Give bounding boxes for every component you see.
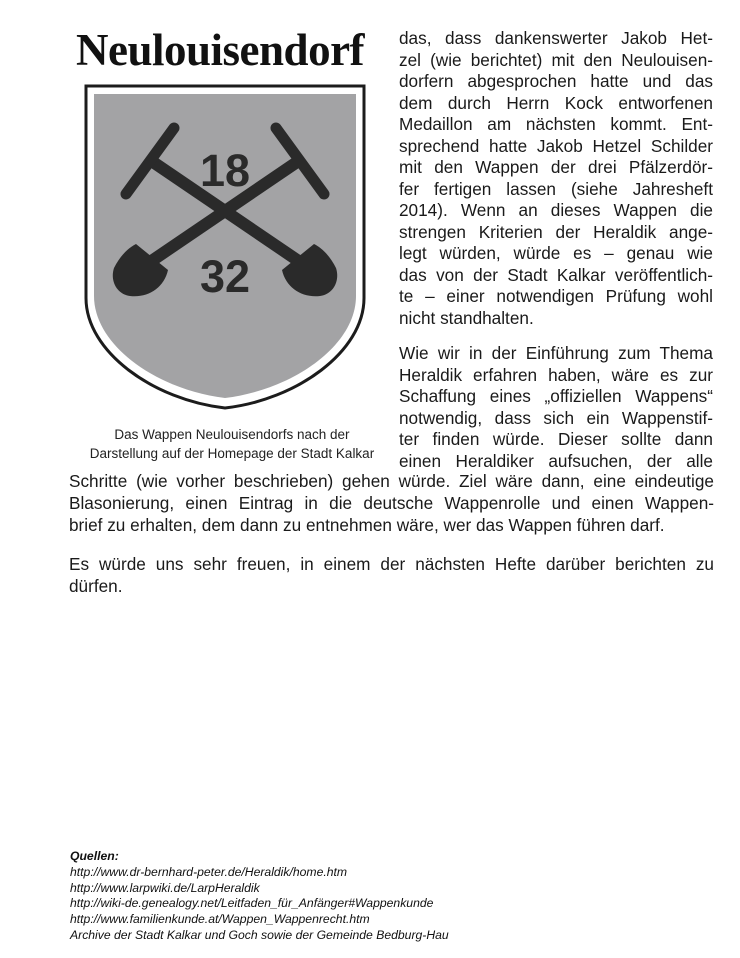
source-archive: Archive der Stadt Kalkar und Goch sowie der Gemeinde Bedburg-Hau [70,927,449,942]
year-top-number: 18 [199,145,251,196]
text-line: Blasonierung, einen Eintrag in die deutsche Wappenrolle und einen Wappen- [69,493,714,513]
text-line: dem durch Herrn Kock entworfenen [399,92,713,113]
column-paragraph-1 [399,28,713,329]
text-line: sprechend hatte Jakob Hetzel Schilder [399,135,713,156]
text-line: fer fertigen lassen (siehe Jahresheft [399,178,713,199]
text-line: Medaillon am nächsten kommt. Ent- [399,114,713,134]
text-line: Es würde uns sehr freuen, in einem der nächsten Hefte darüber berichten zu [69,554,714,574]
text-line: nicht standhalten. [399,307,534,328]
text-line: legt würden, würde es – genau wie [399,243,713,263]
text-line: zel (wie berichtet) mit den Neulouisen- [399,49,713,70]
source-link[interactable]: http://www.familienkunde.at/Wappen_Wappenrecht.htm [70,912,370,927]
column-paragraph-2 [399,343,713,472]
coat-of-arms-image [84,84,366,414]
source-link[interactable]: http://www.larpwiki.de/LarpHeraldik [70,880,260,895]
source-link[interactable]: http://wiki-de.genealogy.net/Leitfaden_für_Anfänger#Wappenkunde [70,896,434,911]
text-line: einen Heraldiker aufsuchen, der alle [399,450,713,471]
full-width-paragraph-2 [69,470,714,536]
caption-line: Darstellung auf der Homepage der Stadt Kalkar [89,446,375,461]
text-line: strengen Kriterien der Heraldik ange- [399,221,713,242]
text-line: 2014). Wenn an dieses Wappen die [399,200,713,220]
text-line: notwendig, dass sich ein Wappenstif- [399,407,713,428]
caption-line: Das Wappen Neulouisendorfs nach der [114,427,350,442]
page-title: Neulouisendorf [76,25,365,75]
text-line: Schritte (wie vorher beschrieben) gehen würde. Ziel wäre dann, eine eindeutige [69,471,714,491]
text-line: das von der Stadt Kalkar veröffentlich- [399,264,713,285]
text-line: dürfen. [69,576,123,596]
text-line: dorfern abgesprochen hatte und das [399,71,713,91]
text-line: Wie wir in der Einführung zum Thema [399,343,713,363]
sources-list [70,849,670,944]
text-line: das, dass dankenswerter Jakob Het- [399,28,713,48]
source-link[interactable]: http://www.dr-bernhard-peter.de/Heraldik/home.htm [70,864,348,879]
full-width-paragraph-3 [69,553,714,597]
text-line: Schaffung eines „offiziellen Wappens“ [399,386,713,406]
text-line: mit den Wappen der drei Pfälzerdör- [399,157,713,177]
text-line: brief zu erhalten, dem dann zu entnehmen wäre, wer das Wappen führen darf. [69,515,665,535]
image-caption [74,425,390,463]
text-line: ter finden würde. Dieser sollte dann [399,429,713,449]
year-bottom-number: 32 [199,251,251,302]
text-line: te – einer notwendigen Prüfung wohl [399,286,713,306]
sources-heading: Quellen: [70,849,119,863]
text-line: Heraldik erfahren haben, wäre es zur [399,364,713,385]
